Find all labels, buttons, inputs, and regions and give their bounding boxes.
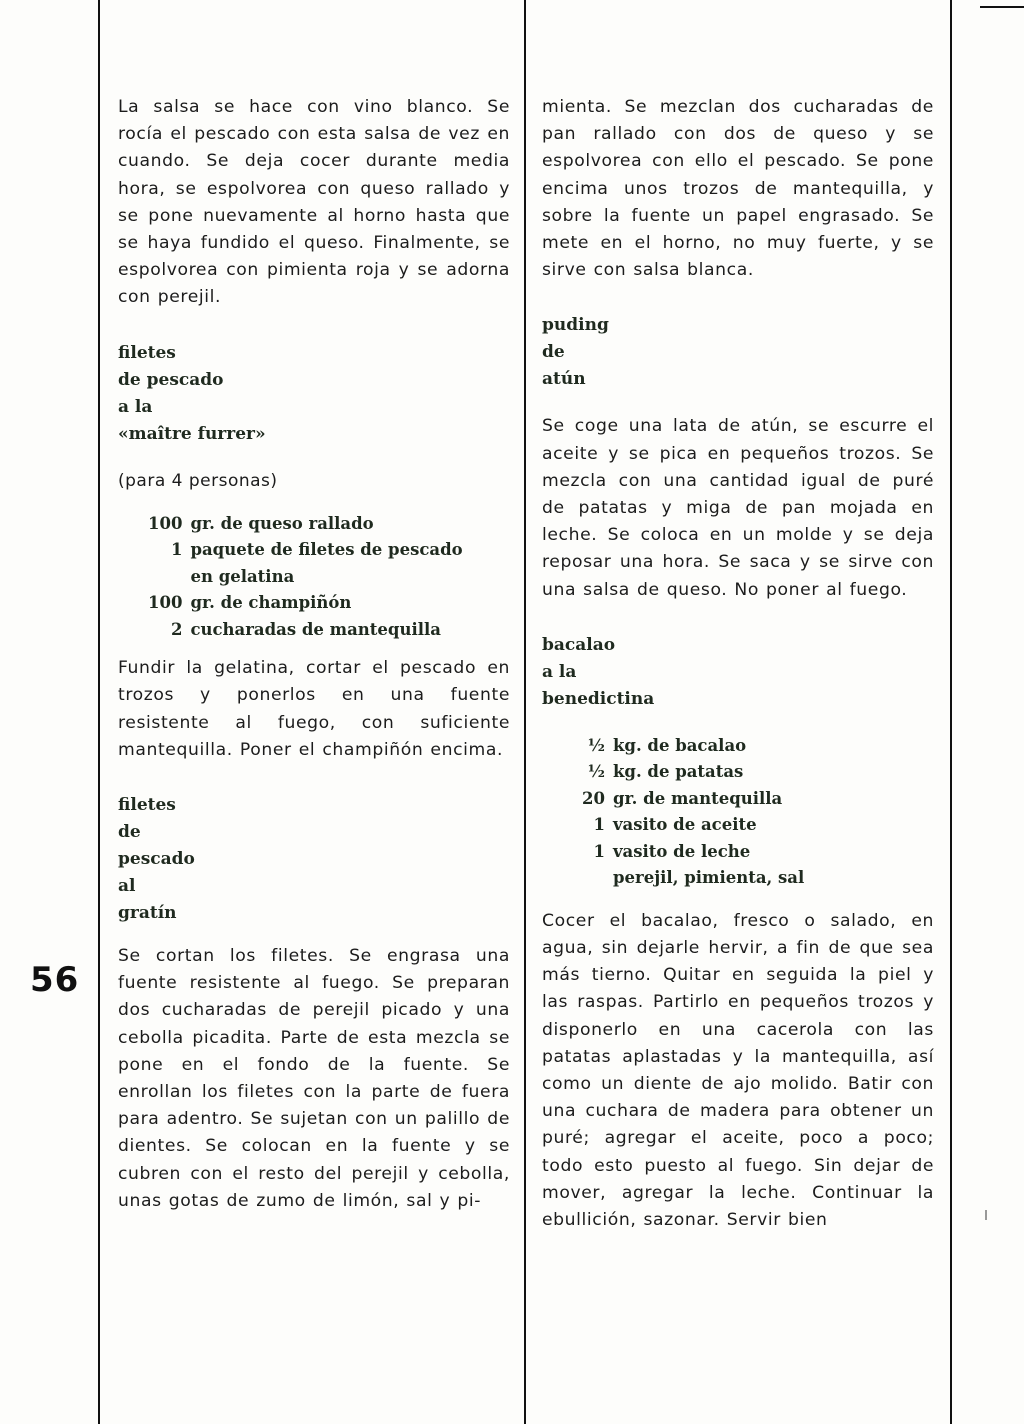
title-line: al [118,875,136,896]
recipe-title-puding-de-atun [542,312,934,393]
ingredient-qty: 20 [582,788,605,808]
title-line: a la [542,661,577,682]
servings-note: (para 4 personas) [118,470,278,491]
title-line: de [542,342,565,363]
recipe-title-filetes-al-gratin [118,792,510,927]
recipe-instructions: Se coge una lata de atún, se escurre el aceite y se pica en pequeños trozos. Se mezcla con una cantidad igual de puré de patatas y miga de pan mojada en leche. Se coloca en un molde y se deja reposar una hora. Se saca y se sirve con una salsa de queso. No poner al fuego. [542,416,934,600]
ingredient-row [148,590,463,617]
scan-mark [985,1210,987,1220]
title-line: benedictina [542,688,655,709]
recipe-instructions: Cocer el bacalao, fresco o salado, en agua, sin dejarle hervir, a fin de que sea más tierno. Quitar en seguida la piel y las raspas. Partirlo en pequeños trozos y disponerlo en una cacerola con las patatas aplastadas y la mantequilla, así como un diente de ajo molido. Batir con una cuchara de madera para obtener un puré; agregar el aceite, poco a poco; todo esto puesto al fuego. Sin dejar de mover, agregar la leche. Continuar la ebullición, sazonar. Servir bien [542,910,934,1231]
ingredient-text: kg. de patatas [612,762,744,782]
title-line: atún [542,369,586,390]
ingredient-text: en gelatina [190,566,295,586]
ingredient-text: gr. de queso rallado [190,513,374,533]
ingredient-qty [582,865,613,892]
recipe-instructions: Se cortan los filetes. Se engrasa una fuente resistente al fuego. Se preparan dos cucharadas de perejil picado y una cebolla picadita. Parte de esta mezcla se pone en el fondo de la fuente. Se enrollan los filetes con la parte de fuera para adentro. Se sujetan con un palillo de dientes. Se colocan en la fuente y se cubren con el resto del perejil y cebolla, unas gotas de zumo de limón, sal y pi- [118,945,510,1211]
ingredient-qty: ½ [587,735,605,755]
ingredient-list [582,733,804,892]
ingredient-row [582,839,804,866]
continued-paragraph: mienta. Se mezclan dos cucharadas de pan rallado con dos de queso y se espolvorea con ello el pescado. Se pone encima unos trozos de mantequilla, y sobre la fuente un papel engrasado. Se mete en el horno, no muy fuerte, y se sirve con salsa blanca. [542,97,934,281]
right-column [542,94,934,1234]
title-line: pescado [118,848,195,869]
ingredient-list [148,511,463,644]
title-line: filetes [118,794,176,815]
title-line: bacalao [542,634,616,655]
ingredient-qty: 100 [148,593,183,613]
recipe-title-bacalao-benedictina [542,632,934,713]
ingredient-qty: ½ [587,762,605,782]
ingredient-row [582,865,804,892]
title-line: a la [118,396,153,417]
corner-mark [980,6,1024,8]
ingredient-text: vasito de aceite [612,815,757,835]
left-column [118,94,510,1215]
title-line: gratín [118,902,177,923]
column-divider-rule [524,0,526,1424]
title-line: filetes [118,342,176,363]
ingredient-qty: 1 [593,841,605,861]
recipe-instructions: Fundir la gelatina, cortar el pescado en trozos y ponerlos en una fuente resistente al fuego, con suficiente mantequilla. Poner el champiñón encima. [118,658,510,760]
title-line: de pescado [118,369,224,390]
ingredient-row [148,537,463,564]
ingredient-qty: 1 [170,540,183,560]
ingredient-text: paquete de filetes de pescado [190,540,463,560]
intro-paragraph: La salsa se hace con vino blanco. Se rocía el pescado con esta salsa de vez en cuando. Se deja cocer durante media hora, se espolvorea con queso rallado y se pone nuevamente al horno hasta que se haya fundido el queso. Finalmente, se espolvorea con pimienta roja y se adorna con perejil. [118,97,510,308]
recipe-title-filetes-maitre-furrer [118,340,510,448]
ingredient-row [582,786,804,813]
left-margin-rule [98,0,100,1424]
ingredient-row [148,511,463,538]
ingredient-row [582,733,804,760]
title-line: de [118,821,141,842]
ingredient-text: gr. de mantequilla [612,788,783,808]
ingredient-row [582,812,804,839]
ingredient-qty [148,564,190,591]
ingredient-text: cucharadas de mantequilla [190,619,441,639]
ingredient-row [582,759,804,786]
ingredient-text: gr. de champiñón [190,593,352,613]
title-line: «maître furrer» [118,423,266,444]
ingredient-text: vasito de leche [612,841,751,861]
ingredient-qty: 1 [593,815,605,835]
ingredient-qty: 100 [148,513,183,533]
right-margin-rule [950,0,952,1424]
ingredient-qty: 2 [170,619,183,639]
ingredient-row [148,564,463,591]
title-line: puding [542,315,609,336]
page-number: 56 [30,960,80,1000]
ingredient-text: perejil, pimienta, sal [612,868,805,888]
ingredient-row [148,617,463,644]
ingredient-text: kg. de bacalao [612,735,747,755]
